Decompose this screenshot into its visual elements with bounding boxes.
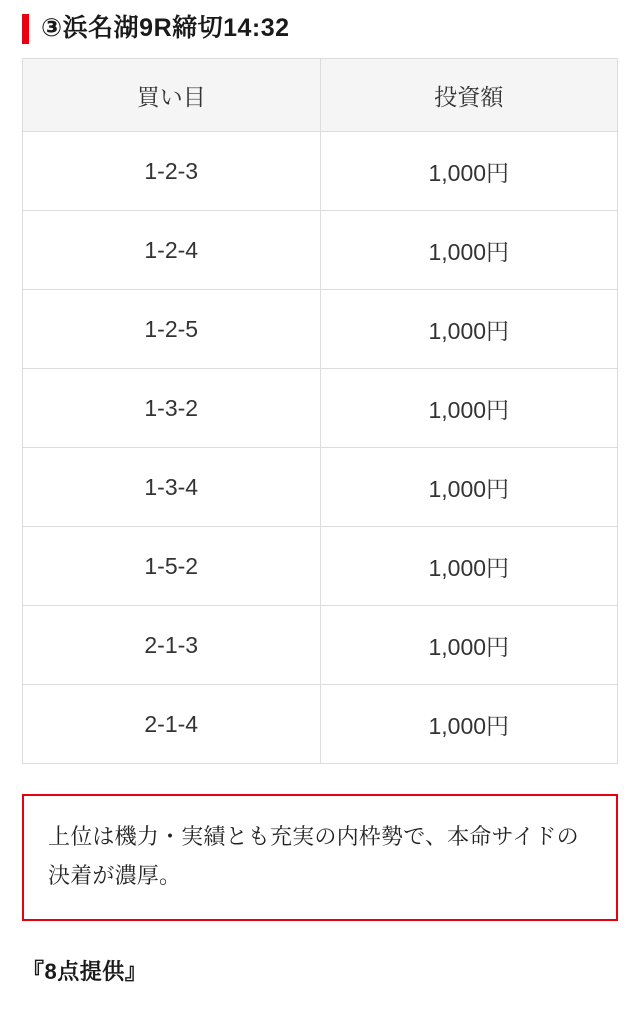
cell-bet: 2-1-3: [23, 606, 321, 685]
comment-text: 上位は機力・実績とも充実の内枠勢で、本命サイドの決着が濃厚。: [48, 824, 579, 888]
cell-bet: 1-5-2: [23, 527, 321, 606]
cell-amount: 1,000円: [320, 132, 618, 211]
table-row: [23, 290, 618, 369]
table-row: [23, 527, 618, 606]
bet-table-wrapper: [22, 58, 618, 764]
cell-amount: 1,000円: [320, 448, 618, 527]
cell-amount: 1,000円: [320, 290, 618, 369]
bet-table: [22, 58, 618, 764]
table-row: [23, 606, 618, 685]
cell-bet: 1-2-3: [23, 132, 321, 211]
race-heading: [22, 0, 640, 58]
cell-bet: 2-1-4: [23, 685, 321, 764]
points-note: 『8点提供』: [22, 959, 148, 984]
table-row: [23, 132, 618, 211]
column-header-amount: 投資額: [320, 59, 618, 132]
column-header-bet: 買い目: [23, 59, 321, 132]
heading-accent-bar: [22, 14, 29, 44]
table-header-row: [23, 59, 618, 132]
table-row: [23, 685, 618, 764]
table-row: [23, 369, 618, 448]
cell-amount: 1,000円: [320, 369, 618, 448]
cell-bet: 1-3-4: [23, 448, 321, 527]
comment-box: [22, 794, 618, 921]
cell-bet: 1-2-5: [23, 290, 321, 369]
cell-bet: 1-3-2: [23, 369, 321, 448]
table-row: [23, 211, 618, 290]
cell-amount: 1,000円: [320, 606, 618, 685]
cell-amount: 1,000円: [320, 685, 618, 764]
page-title: ③浜名湖9R締切14:32: [41, 14, 290, 43]
cell-bet: 1-2-4: [23, 211, 321, 290]
cell-amount: 1,000円: [320, 211, 618, 290]
cell-amount: 1,000円: [320, 527, 618, 606]
table-row: [23, 448, 618, 527]
